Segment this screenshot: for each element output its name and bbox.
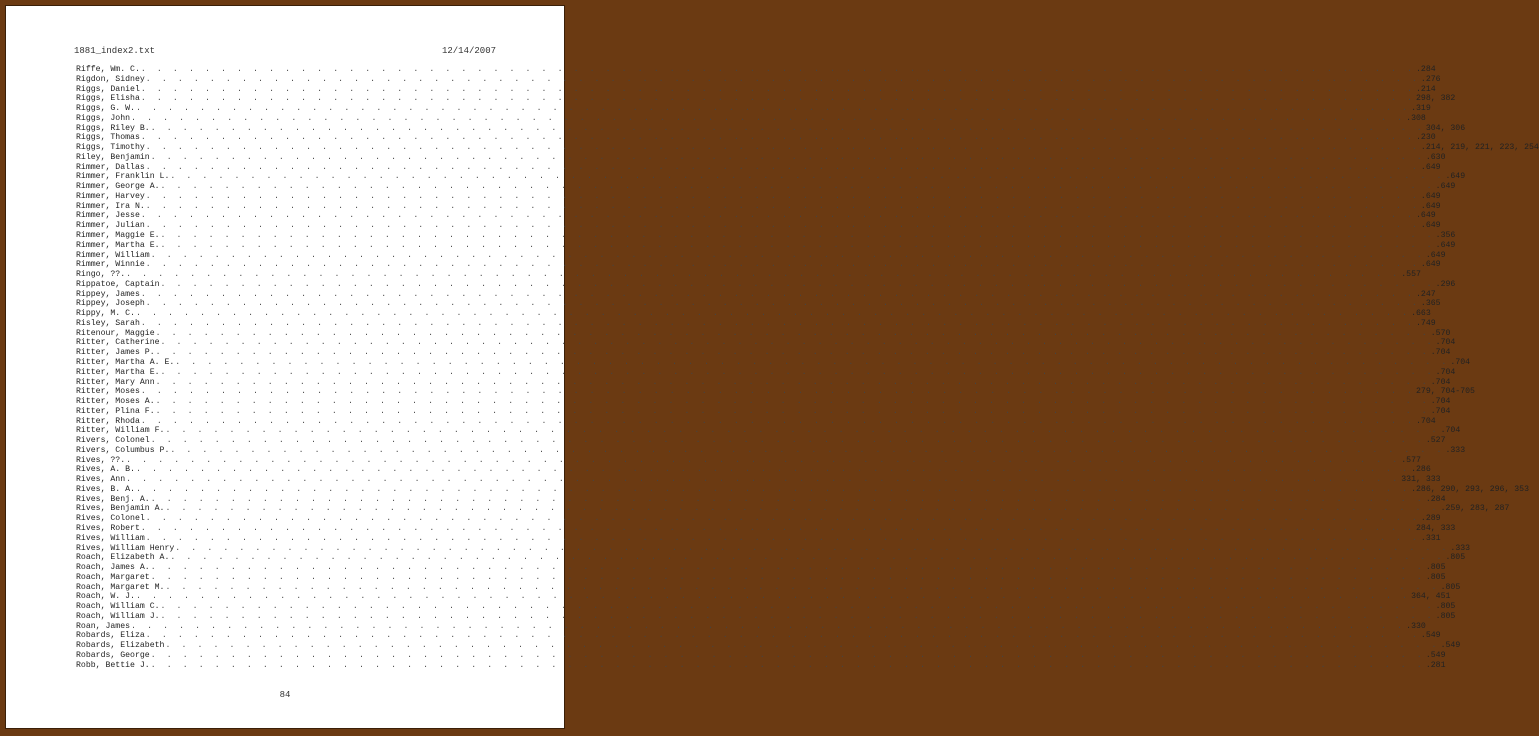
index-entry bbox=[76, 152, 1446, 163]
leader-dots: . . . . . . . . . . . . . . . . . . . . . . . . . . . . . . . . . . . . . . . . . . . . . . . . . . . . . . . . . . . . . . . . . . . . . . . . . . . . . . . . bbox=[160, 602, 1435, 612]
entry-name: Risley, Sarah bbox=[76, 318, 140, 328]
index-entry bbox=[76, 465, 1431, 475]
leader-dots: . . . . . . . . . . . . . . . . . . . . . . . . . . . . . . . . . . . . . . . . . . . . . . . . . . . . . . . . . . . . . . . . . . . . . . . . . . . . . . . . bbox=[160, 240, 1435, 250]
index-entry bbox=[76, 191, 1441, 202]
entry-name: Rivers, Columbus P. bbox=[76, 445, 170, 455]
index-entry bbox=[76, 543, 1471, 554]
entry-pages: .805 bbox=[1425, 572, 1446, 582]
entry-name: Rimmer, Julian bbox=[76, 221, 145, 231]
entry-name: Roach, William J. bbox=[76, 611, 160, 621]
entry-pages: .704 bbox=[1430, 377, 1451, 387]
entry-pages: .805 bbox=[1435, 611, 1456, 621]
entry-name: Ritter, Plina F. bbox=[76, 406, 155, 416]
entry-pages: 284, 333 bbox=[1416, 523, 1456, 533]
entry-pages: .630 bbox=[1425, 152, 1446, 162]
entry-name: Rives, Benjamin A. bbox=[76, 504, 165, 514]
index-entry bbox=[76, 211, 1436, 221]
entry-pages: .649 bbox=[1445, 172, 1466, 182]
index-entry bbox=[76, 143, 1539, 153]
entry-pages: .649 bbox=[1420, 201, 1441, 211]
leader-dots: . . . . . . . . . . . . . . . . . . . . . . . . . . . . . . . . . . . . . . . . . . . . . . . . . . . . . . . . . . . . . . . . . . . . . . . . . . . . . . . . bbox=[155, 406, 1430, 416]
entry-name: Rivers, Colonel bbox=[76, 436, 150, 446]
entry-pages: .281 bbox=[1425, 660, 1446, 670]
leader-dots: . . . . . . . . . . . . . . . . . . . . . . . . . . . . . . . . . . . . . . . . . . . . . . . . . . . . . . . . . . . . . . . . . . . . . . . . . . . . . . . . bbox=[155, 377, 1430, 387]
index-entry bbox=[76, 504, 1510, 514]
entry-pages: .365 bbox=[1420, 299, 1441, 309]
entry-name: Riggs, Daniel bbox=[76, 84, 140, 94]
entry-pages: .649 bbox=[1420, 191, 1441, 201]
entry-name: Robards, Elizabeth bbox=[76, 641, 165, 651]
entry-pages: .549 bbox=[1420, 631, 1441, 641]
entry-name: Rimmer, Winnie bbox=[76, 260, 145, 270]
entry-name: Rimmer, Martha E. bbox=[76, 240, 160, 250]
entry-pages: .649 bbox=[1425, 250, 1446, 260]
entry-name: Rimmer, Franklin L. bbox=[76, 172, 170, 182]
entry-name: Rives, William Henry bbox=[76, 543, 175, 553]
leader-dots: . . . . . . . . . . . . . . . . . . . . . . . . . . . . . . . . . . . . . . . . . . . . . . . . . . . . . . . . . . . . . . . . . . . . . . . . . . . . . . . . bbox=[145, 201, 1420, 211]
entry-name: Ritter, James P. bbox=[76, 348, 155, 358]
entry-name: Riffe, Wm. C. bbox=[76, 65, 140, 74]
entry-pages: .704 bbox=[1416, 416, 1436, 426]
index-entry bbox=[76, 445, 1466, 456]
entry-pages: .649 bbox=[1420, 260, 1441, 270]
index-entry bbox=[76, 641, 1461, 651]
index-entry bbox=[76, 94, 1456, 104]
entry-pages: .649 bbox=[1435, 182, 1456, 192]
index-entry bbox=[76, 289, 1436, 300]
index-entry bbox=[76, 348, 1451, 358]
entry-pages: .284 bbox=[1416, 65, 1436, 74]
leader-dots: . . . . . . . . . . . . . . . . . . . . . . . . . . . . . . . . . . . . . . . . . . . . . . . . . . . . . . . . . . . . . . . . . . . . . . . . . . . . . . . . bbox=[145, 260, 1420, 270]
entry-pages: .649 bbox=[1416, 211, 1436, 221]
leader-dots: . . . . . . . . . . . . . . . . . . . . . . . . . . . . . . . . . . . . . . . . . . . . . . . . . . . . . . . . . . . . . . . . . . . . . . . . . . . . . . . . bbox=[145, 74, 1420, 84]
index-entry bbox=[76, 650, 1446, 661]
leader-dots: . . . . . . . . . . . . . . . . . . . . . . . . . . . . . . . . . . . . . . . . . . . . . . . . . . . . . . . . . . . . . . . . . . . . . . . . . . . . . . . . bbox=[145, 533, 1420, 543]
index-entry bbox=[76, 387, 1475, 397]
leader-dots: . . . . . . . . . . . . . . . . . . . . . . . . . . . . . . . . . . . . . . . . . . . . . . . . . . . . . . . . . . . . . . . . . . . . . . . . . . . . . . . . bbox=[150, 660, 1425, 670]
entry-name: Ritter, Rhoda bbox=[76, 416, 140, 426]
entry-pages: .284 bbox=[1425, 494, 1446, 504]
entry-pages: .286, 290, 293, 296, 353 bbox=[1411, 484, 1530, 494]
entry-pages: .649 bbox=[1435, 240, 1456, 250]
leader-dots: . . . . . . . . . . . . . . . . . . . . . . . . . . . . . . . . . . . . . . . . . . . . . . . . . . . . . . . . . . . . . . . . . . . . . . . . . . . . . . . . bbox=[145, 221, 1420, 231]
entry-name: Riggs, G. W. bbox=[76, 104, 135, 114]
leader-dots: . . . . . . . . . . . . . . . . . . . . . . . . . . . . . . . . . . . . . . . . . . . . . . . . . . . . . . . . . . . . . . . . . . . . . . . . . . . . . . . . bbox=[165, 504, 1440, 514]
entry-pages: .296 bbox=[1435, 279, 1456, 289]
entry-name: Riggs, Elisha bbox=[76, 94, 140, 104]
leader-dots: . . . . . . . . . . . . . . . . . . . . . . . . . . . . . . . . . . . . . . . . . . . . . . . . . . . . . . . . . . . . . . . . . . . . . . . . . . . . . . . . bbox=[155, 348, 1430, 358]
entry-pages: .577 bbox=[1401, 455, 1421, 465]
entry-pages: .289 bbox=[1420, 514, 1441, 524]
entry-pages: .649 bbox=[1420, 221, 1441, 231]
entry-pages: .333 bbox=[1450, 543, 1471, 553]
entry-pages: .805 bbox=[1440, 582, 1461, 592]
leader-dots: . . . . . . . . . . . . . . . . . . . . . . . . . . . . . . . . . . . . . . . . . . . . . . . . . . . . . . . . . . . . . . . . . . . . . . . . . . . . . . . . bbox=[175, 543, 1450, 553]
entry-name: Rives, William bbox=[76, 533, 145, 543]
index-entry bbox=[76, 328, 1451, 339]
leader-dots: . . . . . . . . . . . . . . . . . . . . . . . . . . . . . . . . . . . . . . . . . . . . . . . . . . . . . . . . . . . . . . . . . . . . . . . . . . . . . . . . bbox=[150, 250, 1425, 260]
entry-name: Robards, George bbox=[76, 650, 150, 660]
entry-pages: .749 bbox=[1416, 318, 1436, 328]
leader-dots: . . . . . . . . . . . . . . . . . . . . . . . . . . . . . . . . . . . . . . . . . . . . . . . . . . . . . . . . . . . . . . . . . . . . . . . . . . . . . . . . bbox=[140, 289, 1415, 299]
leader-dots: . . . . . . . . . . . . . . . . . . . . . . . . . . . . . . . . . . . . . . . . . . . . . . . . . . . . . . . . . . . . . . . . . . . . . . . . . . . . . . . . bbox=[145, 631, 1420, 641]
leader-dots: . . . . . . . . . . . . . . . . . . . . . . . . . . . . . . . . . . . . . . . . . . . . . . . . . . . . . . . . . . . . . . . . . . . . . . . . . . . . . . . . bbox=[160, 611, 1435, 621]
entry-name: Rimmer, Harvey bbox=[76, 191, 145, 201]
index-entry bbox=[76, 416, 1436, 427]
index-entry bbox=[76, 162, 1441, 173]
index-entry-list bbox=[76, 65, 1539, 670]
entry-pages: 364, 451 bbox=[1411, 592, 1451, 602]
index-entry bbox=[76, 631, 1441, 641]
entry-name: Rives, B. A. bbox=[76, 484, 135, 494]
entry-pages: .704 bbox=[1440, 426, 1461, 436]
entry-pages: .230 bbox=[1416, 133, 1436, 143]
index-entry bbox=[76, 65, 1436, 75]
entry-name: Rimmer, William bbox=[76, 250, 150, 260]
entry-name: Ritter, Moses A. bbox=[76, 397, 155, 407]
entry-name: Rimmer, George A. bbox=[76, 182, 160, 192]
entry-pages: .704 bbox=[1435, 367, 1456, 377]
leader-dots: . . . . . . . . . . . . . . . . . . . . . . . . . . . . . . . . . . . . . . . . . . . . . . . . . . . . . . . . . . . . . . . . . . . . . . . . . . . . . . . . bbox=[150, 572, 1425, 582]
leader-dots: . . . . . . . . . . . . . . . . . . . . . . . . . . . . . . . . . . . . . . . . . . . . . . . . . . . . . . . . . . . . . . . . . . . . . . . . . . . . . . . . bbox=[145, 299, 1420, 309]
index-entry bbox=[76, 523, 1456, 534]
leader-dots: . . . . . . . . . . . . . . . . . . . . . . . . . . . . . . . . . . . . . . . . . . . . . . . . . . . . . . . . . . . . . . . . . . . . . . . . . . . . . . . . bbox=[135, 309, 1411, 319]
index-entry bbox=[76, 572, 1446, 583]
entry-pages: 304, 306 bbox=[1425, 123, 1466, 133]
leader-dots: . . . . . . . . . . . . . . . . . . . . . . . . . . . . . . . . . . . . . . . . . . . . . . . . . . . . . . . . . . . . . . . . . . . . . . . . . . . . . . . . bbox=[135, 592, 1411, 602]
index-entry bbox=[76, 240, 1456, 251]
leader-dots: . . . . . . . . . . . . . . . . . . . . . . . . . . . . . . . . . . . . . . . . . . . . . . . . . . . . . . . . . . . . . . . . . . . . . . . . . . . . . . . . bbox=[170, 172, 1445, 182]
leader-dots: . . . . . . . . . . . . . . . . . . . . . . . . . . . . . . . . . . . . . . . . . . . . . . . . . . . . . . . . . . . . . . . . . . . . . . . . . . . . . . . . bbox=[145, 191, 1420, 201]
entry-pages: .247 bbox=[1416, 289, 1436, 299]
index-entry bbox=[76, 338, 1456, 348]
index-entry bbox=[76, 182, 1456, 192]
index-entry bbox=[76, 84, 1436, 95]
leader-dots: . . . . . . . . . . . . . . . . . . . . . . . . . . . . . . . . . . . . . . . . . . . . . . . . . . . . . . . . . . . . . . . . . . . . . . . . . . . . . . . . bbox=[140, 387, 1415, 397]
index-entry bbox=[76, 309, 1431, 319]
entry-pages: .704 bbox=[1430, 348, 1451, 358]
index-entry bbox=[76, 123, 1466, 134]
entry-pages: .570 bbox=[1430, 328, 1451, 338]
entry-pages: .704 bbox=[1450, 357, 1471, 367]
entry-name: Rippey, Joseph bbox=[76, 299, 145, 309]
leader-dots: . . . . . . . . . . . . . . . . . . . . . . . . . . . . . . . . . . . . . . . . . . . . . . . . . . . . . . . . . . . . . . . . . . . . . . . . . . . . . . . . bbox=[170, 553, 1445, 563]
leader-dots: . . . . . . . . . . . . . . . . . . . . . . . . . . . . . . . . . . . . . . . . . . . . . . . . . . . . . . . . . . . . . . . . . . . . . . . . . . . . . . . . bbox=[126, 455, 1401, 465]
index-entry bbox=[76, 113, 1426, 124]
entry-pages: 331, 333 bbox=[1401, 475, 1441, 485]
leader-dots: . . . . . . . . . . . . . . . . . . . . . . . . . . . . . . . . . . . . . . . . . . . . . . . . . . . . . . . . . . . . . . . . . . . . . . . . . . . . . . . . bbox=[131, 113, 1406, 123]
entry-name: Roach, Margaret M. bbox=[76, 582, 165, 592]
entry-pages: .276 bbox=[1420, 74, 1441, 84]
index-entry bbox=[76, 611, 1456, 622]
entry-name: Rigdon, Sidney bbox=[76, 74, 145, 84]
entry-pages: .704 bbox=[1430, 397, 1451, 407]
index-entry bbox=[76, 582, 1461, 593]
index-entry bbox=[76, 484, 1530, 495]
entry-pages: .286 bbox=[1411, 465, 1431, 475]
leader-dots: . . . . . . . . . . . . . . . . . . . . . . . . . . . . . . . . . . . . . . . . . . . . . . . . . . . . . . . . . . . . . . . . . . . . . . . . . . . . . . . . bbox=[140, 133, 1415, 143]
entry-name: Riggs, Timothy bbox=[76, 143, 145, 153]
leader-dots: . . . . . . . . . . . . . . . . . . . . . . . . . . . . . . . . . . . . . . . . . . . . . . . . . . . . . . . . . . . . . . . . . . . . . . . . . . . . . . . . bbox=[165, 582, 1440, 592]
leader-dots: . . . . . . . . . . . . . . . . . . . . . . . . . . . . . . . . . . . . . . . . . . . . . . . . . . . . . . . . . . . . . . . . . . . . . . . . . . . . . . . . bbox=[140, 65, 1415, 74]
leader-dots: . . . . . . . . . . . . . . . . . . . . . . . . . . . . . . . . . . . . . . . . . . . . . . . . . . . . . . . . . . . . . . . . . . . . . . . . . . . . . . . . bbox=[165, 426, 1440, 436]
index-entry bbox=[76, 563, 1446, 573]
leader-dots: . . . . . . . . . . . . . . . . . . . . . . . . . . . . . . . . . . . . . . . . . . . . . . . . . . . . . . . . . . . . . . . . . . . . . . . . . . . . . . . . bbox=[126, 475, 1401, 485]
index-entry bbox=[76, 279, 1456, 290]
entry-name: Rimmer, Maggie E. bbox=[76, 231, 160, 241]
entry-name: Rippey, James bbox=[76, 289, 140, 299]
entry-name: Ritter, Martha E. bbox=[76, 367, 160, 377]
leader-dots: . . . . . . . . . . . . . . . . . . . . . . . . . . . . . . . . . . . . . . . . . . . . . . . . . . . . . . . . . . . . . . . . . . . . . . . . . . . . . . . . bbox=[155, 328, 1430, 338]
entry-pages: .331 bbox=[1420, 533, 1441, 543]
entry-name: Roach, William C. bbox=[76, 602, 160, 612]
page-header bbox=[74, 46, 496, 56]
entry-pages: .333 bbox=[1445, 445, 1466, 455]
entry-pages: .649 bbox=[1420, 162, 1441, 172]
entry-pages: .549 bbox=[1425, 650, 1446, 660]
entry-name: Riggs, Thomas bbox=[76, 133, 140, 143]
entry-name: Rimmer, Jesse bbox=[76, 211, 140, 221]
entry-name: Ritenour, Maggie bbox=[76, 328, 155, 338]
entry-name: Rimmer, Ira N. bbox=[76, 201, 145, 211]
entry-pages: .308 bbox=[1406, 113, 1426, 123]
leader-dots: . . . . . . . . . . . . . . . . . . . . . . . . . . . . . . . . . . . . . . . . . . . . . . . . . . . . . . . . . . . . . . . . . . . . . . . . . . . . . . . . bbox=[160, 231, 1435, 241]
leader-dots: . . . . . . . . . . . . . . . . . . . . . . . . . . . . . . . . . . . . . . . . . . . . . . . . . . . . . . . . . . . . . . . . . . . . . . . . . . . . . . . . bbox=[175, 357, 1450, 367]
leader-dots: . . . . . . . . . . . . . . . . . . . . . . . . . . . . . . . . . . . . . . . . . . . . . . . . . . . . . . . . . . . . . . . . . . . . . . . . . . . . . . . . bbox=[150, 123, 1425, 133]
entry-name: Robb, Bettie J. bbox=[76, 660, 150, 670]
leader-dots: . . . . . . . . . . . . . . . . . . . . . . . . . . . . . . . . . . . . . . . . . . . . . . . . . . . . . . . . . . . . . . . . . . . . . . . . . . . . . . . . bbox=[150, 650, 1425, 660]
entry-pages: 298, 382 bbox=[1416, 94, 1456, 104]
index-entry bbox=[76, 592, 1451, 602]
leader-dots: . . . . . . . . . . . . . . . . . . . . . . . . . . . . . . . . . . . . . . . . . . . . . . . . . . . . . . . . . . . . . . . . . . . . . . . . . . . . . . . . bbox=[165, 641, 1440, 651]
leader-dots: . . . . . . . . . . . . . . . . . . . . . . . . . . . . . . . . . . . . . . . . . . . . . . . . . . . . . . . . . . . . . . . . . . . . . . . . . . . . . . . . bbox=[135, 465, 1411, 475]
index-entry bbox=[76, 553, 1466, 563]
entry-pages: .319 bbox=[1411, 104, 1431, 114]
entry-name: Roach, Elizabeth A. bbox=[76, 553, 170, 563]
index-entry bbox=[76, 357, 1471, 368]
index-entry bbox=[76, 250, 1446, 261]
leader-dots: . . . . . . . . . . . . . . . . . . . . . . . . . . . . . . . . . . . . . . . . . . . . . . . . . . . . . . . . . . . . . . . . . . . . . . . . . . . . . . . . bbox=[160, 182, 1435, 192]
document-page bbox=[5, 5, 1539, 729]
leader-dots: . . . . . . . . . . . . . . . . . . . . . . . . . . . . . . . . . . . . . . . . . . . . . . . . . . . . . . . . . . . . . . . . . . . . . . . . . . . . . . . . bbox=[150, 436, 1425, 446]
leader-dots: . . . . . . . . . . . . . . . . . . . . . . . . . . . . . . . . . . . . . . . . . . . . . . . . . . . . . . . . . . . . . . . . . . . . . . . . . . . . . . . . bbox=[140, 416, 1415, 426]
entry-name: Ritter, Catherine bbox=[76, 338, 160, 348]
leader-dots: . . . . . . . . . . . . . . . . . . . . . . . . . . . . . . . . . . . . . . . . . . . . . . . . . . . . . . . . . . . . . . . . . . . . . . . . . . . . . . . . bbox=[160, 279, 1435, 289]
entry-pages: 279, 704-705 bbox=[1416, 387, 1475, 397]
entry-name: Roach, Margaret bbox=[76, 572, 150, 582]
leader-dots: . . . . . . . . . . . . . . . . . . . . . . . . . . . . . . . . . . . . . . . . . . . . . . . . . . . . . . . . . . . . . . . . . . . . . . . . . . . . . . . . bbox=[140, 211, 1415, 221]
index-entry bbox=[76, 318, 1436, 329]
entry-pages: .356 bbox=[1435, 231, 1456, 241]
header-date: 12/14/2007 bbox=[441, 46, 496, 56]
entry-name: Ritter, Mary Ann bbox=[76, 377, 155, 387]
index-entry bbox=[76, 172, 1466, 182]
index-entry bbox=[76, 231, 1456, 241]
entry-pages: .663 bbox=[1411, 309, 1431, 319]
entry-name: Rives, Colonel bbox=[76, 514, 145, 524]
entry-pages: .704 bbox=[1430, 406, 1451, 416]
entry-pages: .805 bbox=[1435, 602, 1456, 612]
index-entry bbox=[76, 602, 1456, 612]
index-entry bbox=[76, 260, 1441, 270]
header-filename: 1881_index2.txt bbox=[74, 46, 156, 56]
index-entry bbox=[76, 494, 1446, 505]
leader-dots: . . . . . . . . . . . . . . . . . . . . . . . . . . . . . . . . . . . . . . . . . . . . . . . . . . . . . . . . . . . . . . . . . . . . . . . . . . . . . . . . bbox=[160, 338, 1435, 348]
index-entry bbox=[76, 426, 1461, 436]
index-entry bbox=[76, 377, 1451, 388]
leader-dots: . . . . . . . . . . . . . . . . . . . . . . . . . . . . . . . . . . . . . . . . . . . . . . . . . . . . . . . . . . . . . . . . . . . . . . . . . . . . . . . . bbox=[170, 445, 1445, 455]
index-entry bbox=[76, 533, 1441, 544]
entry-name: Rimmer, Dallas bbox=[76, 162, 145, 172]
entry-name: Ritter, Martha A. E. bbox=[76, 357, 175, 367]
entry-name: Rippatoe, Captain bbox=[76, 279, 160, 289]
leader-dots: . . . . . . . . . . . . . . . . . . . . . . . . . . . . . . . . . . . . . . . . . . . . . . . . . . . . . . . . . . . . . . . . . . . . . . . . . . . . . . . . bbox=[140, 523, 1415, 533]
entry-name: Riggs, Riley B. bbox=[76, 123, 150, 133]
entry-name: Ritter, William F. bbox=[76, 426, 165, 436]
entry-name: Roan, James bbox=[76, 621, 131, 631]
entry-pages: .704 bbox=[1435, 338, 1456, 348]
leader-dots: . . . . . . . . . . . . . . . . . . . . . . . . . . . . . . . . . . . . . . . . . . . . . . . . . . . . . . . . . . . . . . . . . . . . . . . . . . . . . . . . bbox=[135, 484, 1411, 494]
entry-name: Ringo, ??. bbox=[76, 270, 126, 280]
leader-dots: . . . . . . . . . . . . . . . . . . . . . . . . . . . . . . . . . . . . . . . . . . . . . . . . . . . . . . . . . . . . . . . . . . . . . . . . . . . . . . . . bbox=[145, 143, 1420, 153]
entry-name: Ritter, Moses bbox=[76, 387, 140, 397]
leader-dots: . . . . . . . . . . . . . . . . . . . . . . . . . . . . . . . . . . . . . . . . . . . . . . . . . . . . . . . . . . . . . . . . . . . . . . . . . . . . . . . . bbox=[150, 494, 1425, 504]
index-entry bbox=[76, 475, 1441, 485]
entry-name: Rippy, M. C. bbox=[76, 309, 135, 319]
index-entry bbox=[76, 514, 1441, 524]
index-entry bbox=[76, 367, 1456, 378]
index-entry bbox=[76, 455, 1421, 466]
leader-dots: . . . . . . . . . . . . . . . . . . . . . . . . . . . . . . . . . . . . . . . . . . . . . . . . . . . . . . . . . . . . . . . . . . . . . . . . . . . . . . . . bbox=[140, 318, 1415, 328]
index-entry bbox=[76, 104, 1431, 114]
entry-name: Rives, ??. bbox=[76, 455, 126, 465]
leader-dots: . . . . . . . . . . . . . . . . . . . . . . . . . . . . . . . . . . . . . . . . . . . . . . . . . . . . . . . . . . . . . . . . . . . . . . . . . . . . . . . . bbox=[150, 563, 1425, 573]
entry-name: Roach, James A. bbox=[76, 563, 150, 573]
index-entry bbox=[76, 436, 1446, 446]
entry-name: Riggs, John bbox=[76, 113, 131, 123]
leader-dots: . . . . . . . . . . . . . . . . . . . . . . . . . . . . . . . . . . . . . . . . . . . . . . . . . . . . . . . . . . . . . . . . . . . . . . . . . . . . . . . . bbox=[126, 270, 1401, 280]
leader-dots: . . . . . . . . . . . . . . . . . . . . . . . . . . . . . . . . . . . . . . . . . . . . . . . . . . . . . . . . . . . . . . . . . . . . . . . . . . . . . . . . bbox=[131, 621, 1406, 631]
leader-dots: . . . . . . . . . . . . . . . . . . . . . . . . . . . . . . . . . . . . . . . . . . . . . . . . . . . . . . . . . . . . . . . . . . . . . . . . . . . . . . . . bbox=[160, 367, 1435, 377]
entry-name: Rives, Ann bbox=[76, 475, 126, 485]
index-entry bbox=[76, 660, 1446, 671]
entry-name: Rives, Benj. A. bbox=[76, 494, 150, 504]
index-entry bbox=[76, 221, 1441, 231]
leader-dots: . . . . . . . . . . . . . . . . . . . . . . . . . . . . . . . . . . . . . . . . . . . . . . . . . . . . . . . . . . . . . . . . . . . . . . . . . . . . . . . . bbox=[155, 397, 1430, 407]
entry-name: Riley, Benjamin bbox=[76, 152, 150, 162]
entry-pages: .805 bbox=[1445, 553, 1466, 563]
index-entry bbox=[76, 406, 1451, 417]
entry-pages: .214, 219, 221, 223, 254 bbox=[1420, 143, 1539, 153]
leader-dots: . . . . . . . . . . . . . . . . . . . . . . . . . . . . . . . . . . . . . . . . . . . . . . . . . . . . . . . . . . . . . . . . . . . . . . . . . . . . . . . . bbox=[140, 94, 1415, 104]
leader-dots: . . . . . . . . . . . . . . . . . . . . . . . . . . . . . . . . . . . . . . . . . . . . . . . . . . . . . . . . . . . . . . . . . . . . . . . . . . . . . . . . bbox=[145, 514, 1420, 524]
entry-name: Roach, W. J. bbox=[76, 592, 135, 602]
index-entry bbox=[76, 133, 1436, 143]
index-entry bbox=[76, 299, 1441, 309]
entry-name: Rives, Robert bbox=[76, 523, 140, 533]
leader-dots: . . . . . . . . . . . . . . . . . . . . . . . . . . . . . . . . . . . . . . . . . . . . . . . . . . . . . . . . . . . . . . . . . . . . . . . . . . . . . . . . bbox=[150, 152, 1425, 162]
page-number: 84 bbox=[279, 690, 291, 700]
index-entry bbox=[76, 270, 1421, 280]
entry-pages: .330 bbox=[1406, 621, 1426, 631]
entry-pages: .527 bbox=[1425, 436, 1446, 446]
entry-pages: .805 bbox=[1425, 563, 1446, 573]
leader-dots: . . . . . . . . . . . . . . . . . . . . . . . . . . . . . . . . . . . . . . . . . . . . . . . . . . . . . . . . . . . . . . . . . . . . . . . . . . . . . . . . bbox=[145, 162, 1420, 172]
entry-pages: .259, 283, 287 bbox=[1440, 504, 1510, 514]
index-entry bbox=[76, 621, 1426, 632]
index-entry bbox=[76, 397, 1451, 407]
index-entry bbox=[76, 74, 1441, 85]
entry-pages: .557 bbox=[1401, 270, 1421, 280]
leader-dots: . . . . . . . . . . . . . . . . . . . . . . . . . . . . . . . . . . . . . . . . . . . . . . . . . . . . . . . . . . . . . . . . . . . . . . . . . . . . . . . . bbox=[135, 104, 1411, 114]
leader-dots: . . . . . . . . . . . . . . . . . . . . . . . . . . . . . . . . . . . . . . . . . . . . . . . . . . . . . . . . . . . . . . . . . . . . . . . . . . . . . . . . bbox=[140, 84, 1415, 94]
entry-name: Rives, A. B. bbox=[76, 465, 135, 475]
entry-pages: .549 bbox=[1440, 641, 1461, 651]
entry-pages: .214 bbox=[1416, 84, 1436, 94]
entry-name: Robards, Eliza bbox=[76, 631, 145, 641]
